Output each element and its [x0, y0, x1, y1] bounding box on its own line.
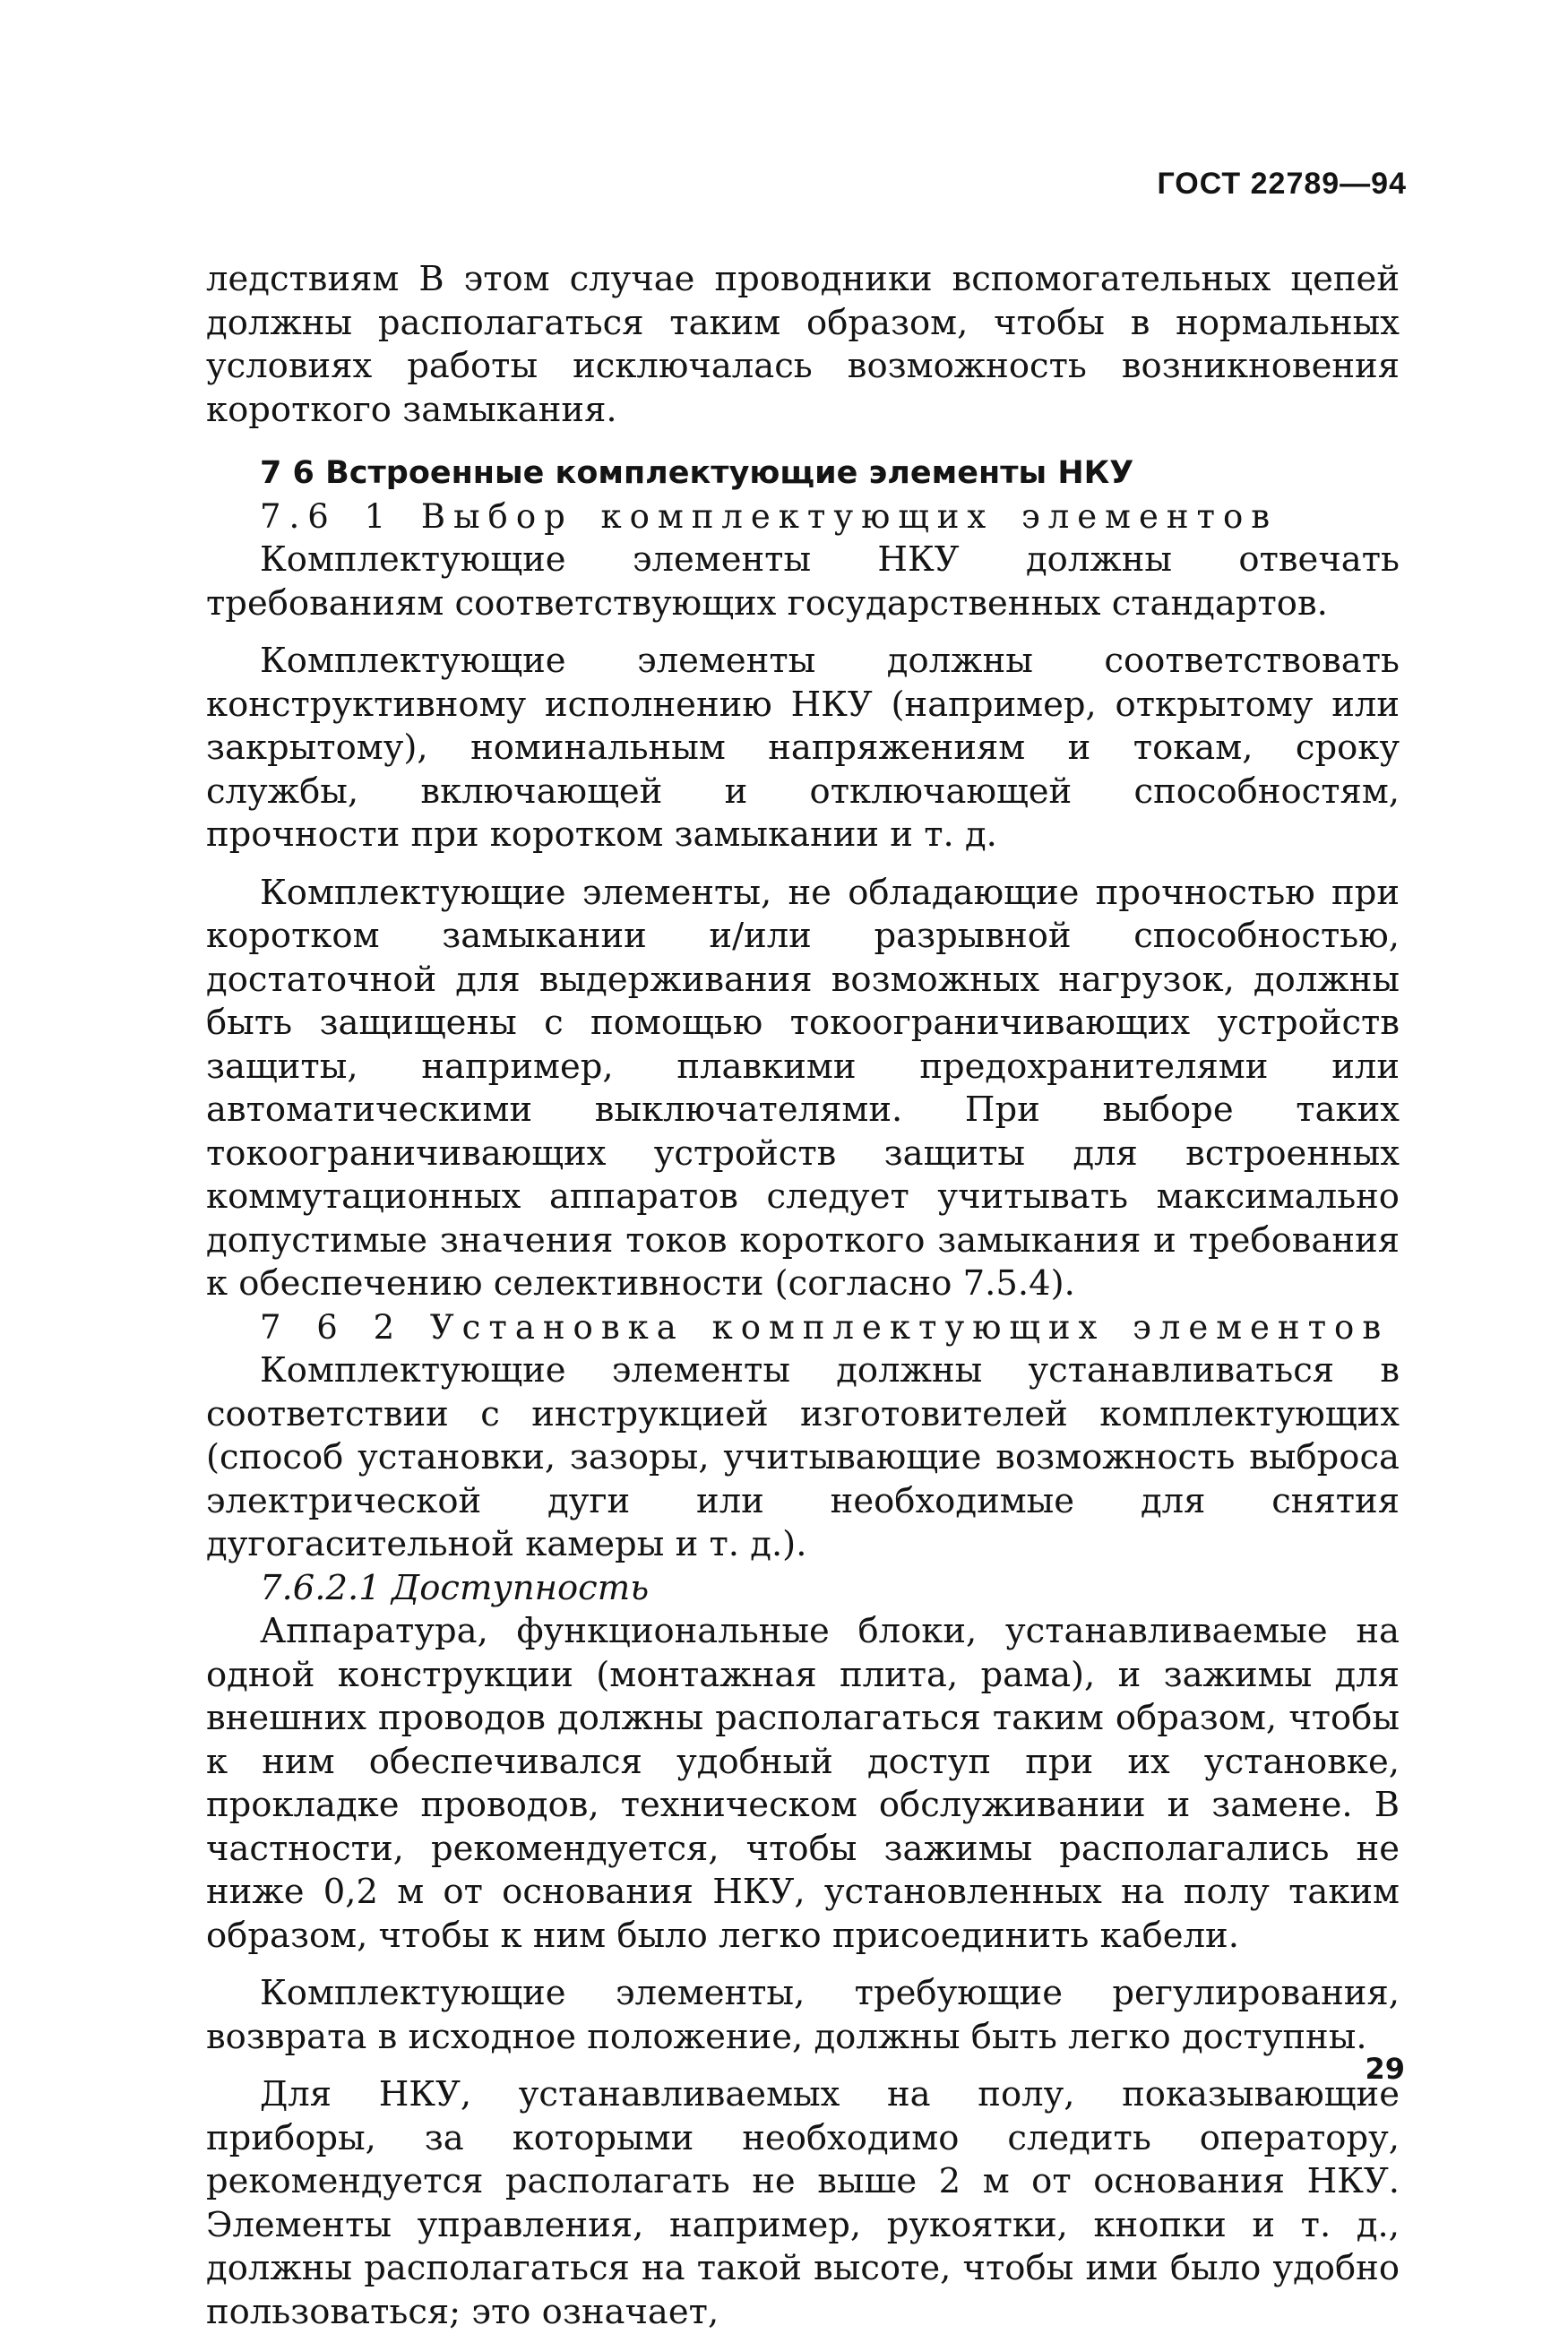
subsubsection-heading-7-6-2-1: 7.6.2.1 Доступность	[260, 1567, 650, 1608]
subsection-heading-7-6-2: 7 6 2 Установка комплектующих элементов	[260, 1307, 1390, 1347]
section-heading-7-6: 7 6 Встроенные комплектующие элементы НКУ	[260, 455, 1134, 491]
standard-code-header: ГОСТ 22789—94	[1157, 167, 1407, 201]
paragraph-intro: ледствиям В этом случае проводники вспомогательных цепей должны располагаться таким образом, чтобы в нормальных условиях работы исключалась возможность возникновения короткого замыкания.	[206, 259, 1400, 430]
paragraph-7-6-1-b: Комплектующие элементы должны соответствовать конструктивному исполнению НКУ (например, открытому или закрытому), номинальным напряжениям и токам, сроку службы, включающей и отключающей способностям, прочности при коротком замыкании и т. д.	[206, 641, 1400, 855]
paragraph-7-6-2: Комплектующие элементы должны устанавливаться в соответствии с инструкцией изготовителей комплектующих (способ установки, зазоры, учитывающие возможность выброса электрической дуги или необходимые для снятия дугогасительной камеры и т. д.).	[206, 1350, 1400, 1564]
document-body	[206, 258, 1400, 2334]
subsection-heading-7-6-1: 7.6 1 Выбор комплектующих элементов	[260, 496, 1279, 536]
paragraph-7-6-1-a: Комплектующие элементы НКУ должны отвечать требованиям соответствующих государственных стандартов.	[206, 539, 1400, 624]
page-number: 29	[1365, 2052, 1405, 2086]
paragraph-7-6-2-1-a: Аппаратура, функциональные блоки, устанавливаемые на одной конструкции (монтажная плита, рама), и зажимы для внешних проводов должны располагаться таким образом, чтобы к ним обеспечивался удобный доступ при их установке, прокладке проводов, техническом обслуживании и замене. В частности, рекомендуется, чтобы зажимы располагались не ниже 0,2 м от основания НКУ, установленных на полу таким образом, чтобы к ним было легко присоединить кабели.	[206, 1611, 1400, 1956]
paragraph-7-6-2-1-b: Комплектующие элементы, требующие регулирования, возврата в исходное положение, должны быть легко доступны.	[206, 1973, 1400, 2057]
paragraph-7-6-2-1-c: Для НКУ, устанавливаемых на полу, показывающие приборы, за которыми необходимо следить оператору, рекомендуется располагать не выше 2 м от основания НКУ. Элементы управления, например, рукоятки, кнопки и т. д., должны располагаться на такой высоте, чтобы ими было удобно пользоваться; это означает,	[206, 2074, 1400, 2332]
paragraph-7-6-1-c: Комплектующие элементы, не обладающие прочностью при коротком замыкании и/или разрывной способностью, достаточной для выдерживания возможных нагрузок, должны быть защищены с помощью токоограничивающих устройств защиты, например, плавкими предохранителями или автоматическими выключателями. При выборе таких токоограничивающих устройств защиты для встроенных коммутационных аппаратов следует учитывать максимально допустимые значения токов короткого замыкания и требования к обеспечению селективности (согласно 7.5.4).	[206, 872, 1400, 1304]
